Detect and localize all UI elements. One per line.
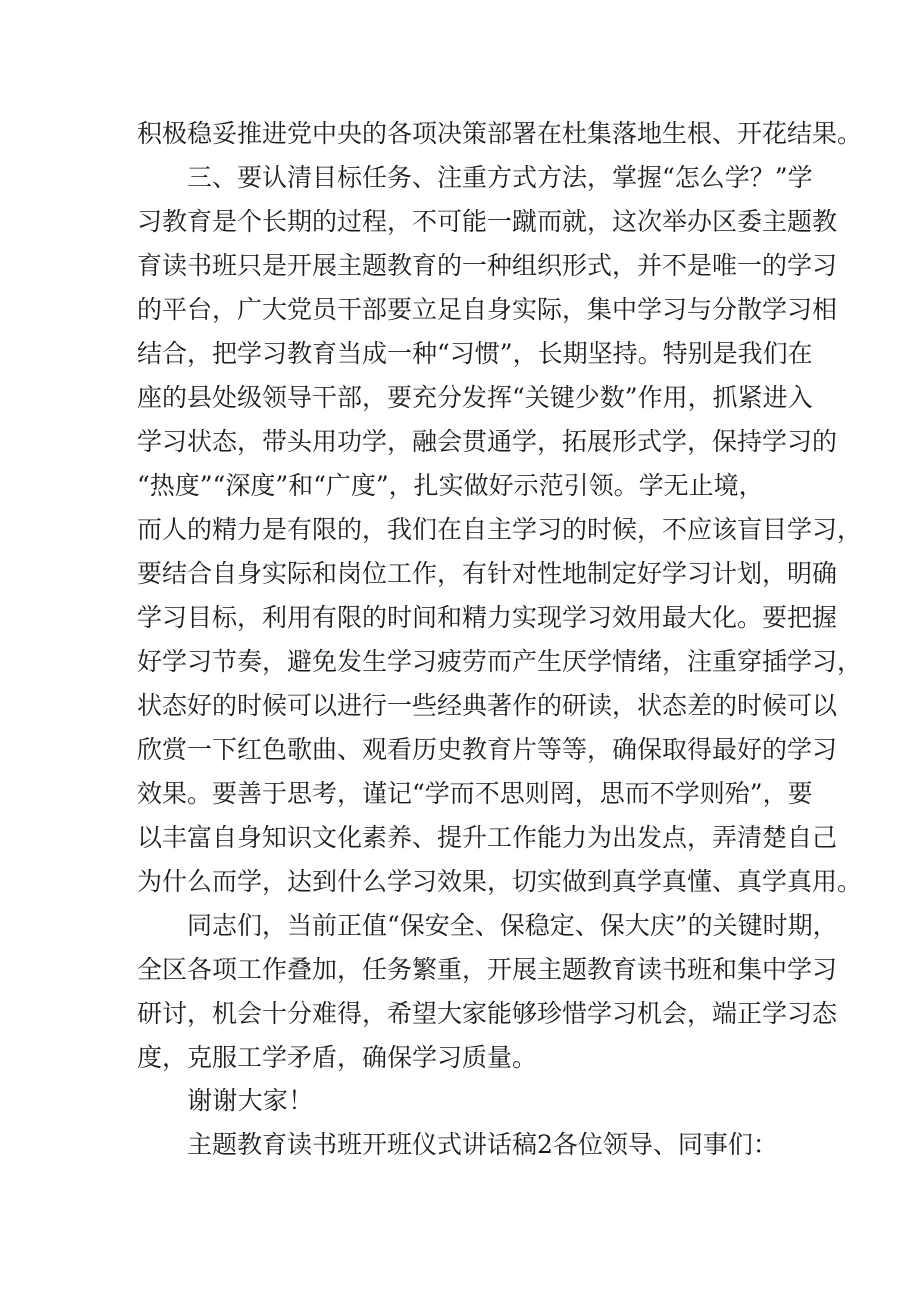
closing-line: 谢谢大家！	[187, 1086, 314, 1115]
text-line: 的平台，广大党员干部要立足自身实际，集中学习与分散学习相	[137, 295, 838, 324]
text-line: 以丰富自身知识文化素养、提升工作能力为出发点，弄清楚自己	[137, 823, 838, 852]
section-heading-line: 三、要认清目标任务、注重方式方法，掌握“怎么学？”学	[187, 163, 813, 192]
text-line: 要结合自身实际和岗位工作，有针对性地制定好学习计划，明确	[137, 559, 838, 588]
text-line: 欣赏一下红色歌曲、观看历史教育片等等，确保取得最好的学习	[137, 735, 838, 764]
text-line: 结合，把学习教育当成一种“习惯”，长期坚持。特别是我们在	[137, 339, 813, 368]
text-line: 而人的精力是有限的，我们在自主学习的时候，不应该盲目学习，	[137, 515, 863, 544]
text-line: 学习状态，带头用功学，融会贯通学，拓展形式学，保持学习的	[137, 427, 838, 456]
text-line: 全区各项工作叠加，任务繁重，开展主题教育读书班和集中学习	[137, 955, 838, 984]
text-line: 积极稳妥推进党中央的各项决策部署在杜集落地生根、开花结果。	[137, 119, 863, 148]
text-line: 研讨，机会十分难得，希望大家能够珍惜学习机会，端正学习态	[137, 999, 838, 1028]
text-line: 好学习节奏，避免发生学习疲劳而产生厌学情绪，注重穿插学习，	[137, 647, 863, 676]
text-line: 为什么而学，达到什么学习效果，切实做到真学真懂、真学真用。	[137, 867, 863, 896]
text-line: 效果。要善于思考，谨记“学而不思则罔，思而不学则殆”，要	[137, 779, 813, 808]
text-line: 座的县处级领导干部，要充分发挥“关键少数”作用，抓紧进入	[137, 383, 813, 412]
text-line: “热度”“深度”和“广度”，扎实做好示范引领。学无止境，	[137, 471, 764, 500]
text-line: 习教育是个长期的过程，不可能一蹴而就，这次举办区委主题教	[137, 207, 838, 236]
text-line: 育读书班只是开展主题教育的一种组织形式，并不是唯一的学习	[137, 251, 838, 280]
text-line: 学习目标，利用有限的时间和精力实现学习效用最大化。要把握	[137, 603, 838, 632]
next-document-title-line: 主题教育读书班开班仪式讲话稿2各位领导、同事们：	[187, 1130, 778, 1159]
text-line: 状态好的时候可以进行一些经典著作的研读，状态差的时候可以	[137, 691, 838, 720]
text-line: 度，克服工学矛盾，确保学习质量。	[137, 1043, 538, 1072]
paragraph-start-line: 同志们，当前正值“保安全、保稳定、保大庆”的关键时期，	[187, 911, 838, 940]
